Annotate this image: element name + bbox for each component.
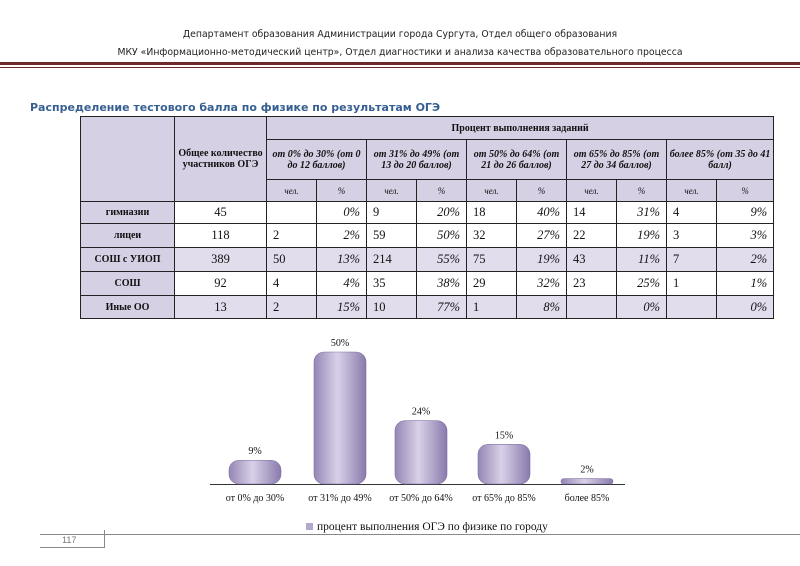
total-cell: 92	[175, 272, 267, 296]
pct-cell: 0%	[717, 296, 774, 319]
section-title: Распределение тестового балла по физике по результатам ОГЭ	[30, 101, 441, 114]
table-row	[81, 202, 774, 224]
count-cell: 75	[467, 248, 517, 272]
sub-header-count: чел.	[667, 180, 717, 202]
bar-chart	[0, 330, 800, 535]
sub-header-pct: %	[417, 180, 467, 202]
x-tick-label: от 31% до 49%	[308, 493, 372, 504]
pct-cell: 0%	[317, 202, 367, 224]
row-label: лицеи	[81, 224, 175, 248]
group-header: от 65% до 85% (от 27 до 34 баллов)	[567, 140, 667, 180]
sub-header-pct: %	[717, 180, 774, 202]
pct-cell: 15%	[317, 296, 367, 319]
pct-cell: 13%	[317, 248, 367, 272]
count-cell: 4	[667, 202, 717, 224]
results-table	[80, 116, 774, 319]
footer-rule	[40, 534, 800, 535]
pct-cell: 27%	[517, 224, 567, 248]
pct-cell: 25%	[617, 272, 667, 296]
count-cell: 14	[567, 202, 617, 224]
pct-cell: 40%	[517, 202, 567, 224]
chart-bar	[478, 444, 530, 484]
count-cell: 7	[667, 248, 717, 272]
chart-bar	[314, 352, 366, 484]
count-cell: 3	[667, 224, 717, 248]
pct-cell: 1%	[717, 272, 774, 296]
count-cell: 22	[567, 224, 617, 248]
data-label: 24%	[411, 406, 431, 418]
count-cell: 9	[367, 202, 417, 224]
legend-swatch	[306, 523, 313, 530]
count-cell: 4	[267, 272, 317, 296]
row-label: гимназии	[81, 202, 175, 224]
pct-cell: 50%	[417, 224, 467, 248]
count-cell: 1	[467, 296, 517, 319]
group-header: от 50% до 64% (от 21 до 26 баллов)	[467, 140, 567, 180]
pct-cell: 55%	[417, 248, 467, 272]
header-rule-thin	[0, 67, 800, 68]
count-cell: 32	[467, 224, 517, 248]
x-tick-label: от 65% до 85%	[472, 493, 536, 504]
row-label: СОШ с УИОП	[81, 248, 175, 272]
sub-header-count: чел.	[467, 180, 517, 202]
pct-cell: 2%	[317, 224, 367, 248]
count-cell: 10	[367, 296, 417, 319]
table-row	[81, 272, 774, 296]
chart-bar	[229, 460, 281, 484]
chart-bar	[561, 479, 613, 484]
total-header: Общее количество участников ОГЭ	[175, 117, 267, 202]
pct-cell: 32%	[517, 272, 567, 296]
data-label: 9%	[248, 446, 262, 458]
corner-cell	[81, 117, 175, 202]
group-header: более 85% (от 35 до 41 балл)	[667, 140, 774, 180]
header-line-2: МКУ «Информационно-методический центр», Отдел диагностики и анализа качества образовательного процесса	[117, 47, 683, 58]
pct-cell: 38%	[417, 272, 467, 296]
pct-cell: 3%	[717, 224, 774, 248]
count-cell: 214	[367, 248, 417, 272]
pct-cell: 77%	[417, 296, 467, 319]
pct-cell: 31%	[617, 202, 667, 224]
pct-cell: 4%	[317, 272, 367, 296]
total-cell: 45	[175, 202, 267, 224]
sub-header-count: чел.	[267, 180, 317, 202]
x-tick-label: от 0% до 30%	[225, 493, 285, 504]
pct-cell: 11%	[617, 248, 667, 272]
count-cell: 18	[467, 202, 517, 224]
table-row	[81, 248, 774, 272]
sub-header-pct: %	[317, 180, 367, 202]
data-label: 15%	[494, 430, 514, 442]
sub-header-pct: %	[517, 180, 567, 202]
row-label: СОШ	[81, 272, 175, 296]
count-cell	[267, 202, 317, 224]
count-cell	[667, 296, 717, 319]
pct-cell: 2%	[717, 248, 774, 272]
pct-cell: 0%	[617, 296, 667, 319]
count-cell: 2	[267, 296, 317, 319]
pct-cell: 20%	[417, 202, 467, 224]
table-row	[81, 296, 774, 319]
pct-cell: 8%	[517, 296, 567, 319]
chart-bar	[395, 421, 447, 484]
count-cell: 59	[367, 224, 417, 248]
header-rule	[0, 62, 800, 65]
count-cell: 43	[567, 248, 617, 272]
total-cell: 13	[175, 296, 267, 319]
count-cell: 50	[267, 248, 317, 272]
total-cell: 389	[175, 248, 267, 272]
pct-cell: 19%	[617, 224, 667, 248]
count-cell: 35	[367, 272, 417, 296]
count-cell: 1	[667, 272, 717, 296]
x-tick-label: более 85%	[564, 493, 610, 504]
group-header: от 0% до 30% (от 0 до 12 баллов)	[267, 140, 367, 180]
count-cell	[567, 296, 617, 319]
x-tick-label: от 50% до 64%	[389, 493, 453, 504]
percent-header: Процент выполнения заданий	[267, 117, 774, 140]
count-cell: 29	[467, 272, 517, 296]
total-cell: 118	[175, 224, 267, 248]
header-line-1: Департамент образования Администрации города Сургута, Отдел общего образования	[182, 29, 618, 40]
group-header: от 31% до 49% (от 13 до 20 баллов)	[367, 140, 467, 180]
table-row	[81, 224, 774, 248]
sub-header-count: чел.	[367, 180, 417, 202]
pct-cell: 19%	[517, 248, 567, 272]
pct-cell: 9%	[717, 202, 774, 224]
data-label: 50%	[330, 338, 350, 349]
data-label: 2%	[580, 464, 594, 476]
sub-header-pct: %	[617, 180, 667, 202]
count-cell: 2	[267, 224, 317, 248]
sub-header-count: чел.	[567, 180, 617, 202]
count-cell: 23	[567, 272, 617, 296]
row-label: Иные ОО	[81, 296, 175, 319]
legend-label: процент выполнения ОГЭ по физике по городу	[317, 521, 548, 533]
page-number: 117	[62, 535, 77, 545]
